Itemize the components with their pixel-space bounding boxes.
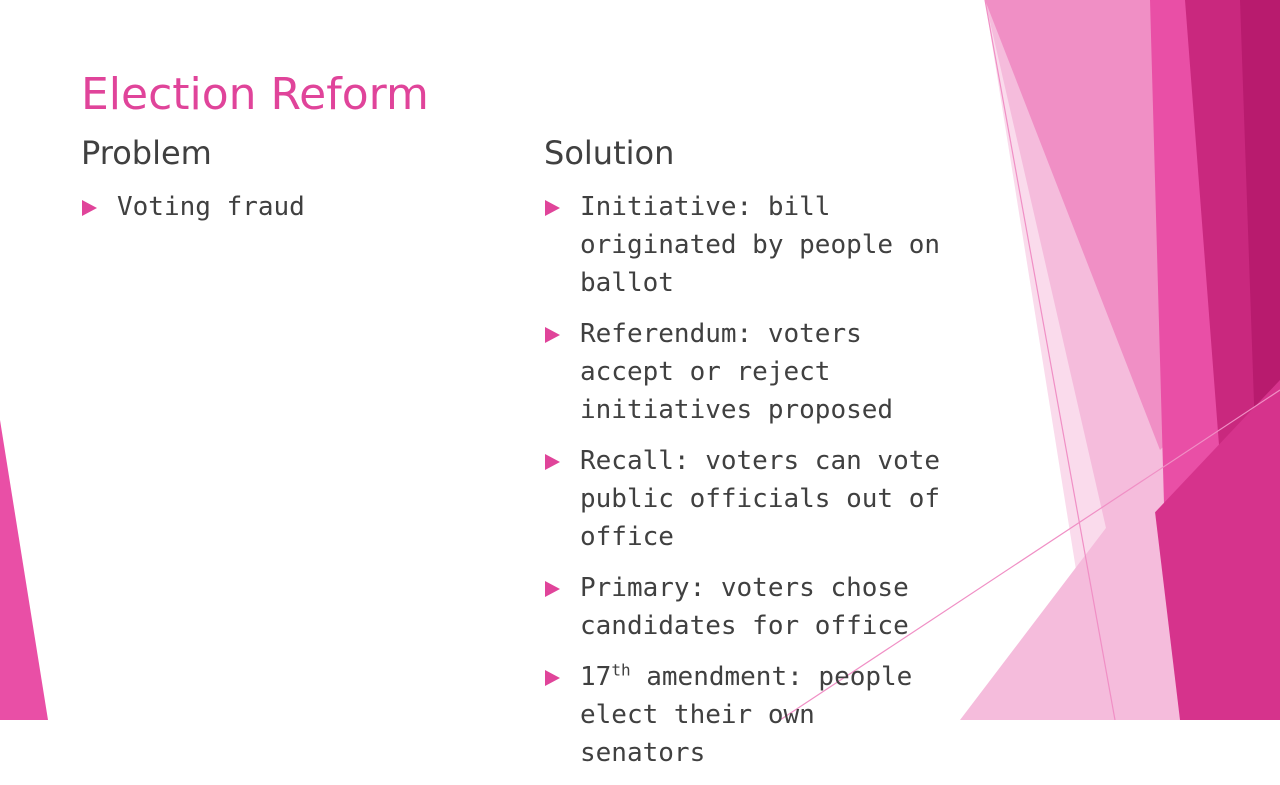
list-item	[544, 442, 944, 556]
solution-bullet-list	[544, 188, 944, 785]
bullet-text: Primary: voters chose candidates for office	[580, 573, 909, 641]
bullet-arrow-icon	[545, 327, 560, 343]
left-decor-shape	[0, 420, 48, 720]
list-item	[544, 569, 944, 645]
bullet-text: Referendum: voters accept or reject initiatives proposed	[580, 319, 894, 425]
list-item	[544, 315, 944, 429]
problem-bullet-list	[81, 188, 481, 239]
bullet-arrow-icon	[545, 670, 560, 686]
bullet-text: Recall: voters can vote public officials out of office	[580, 446, 941, 552]
amendment-number: 17	[580, 662, 612, 692]
solution-heading: Solution	[544, 134, 675, 172]
amendment-ordinal-suffix: th	[611, 660, 631, 680]
bullet-text: Voting fraud	[117, 192, 305, 222]
list-item	[81, 188, 481, 226]
list-item	[544, 188, 944, 302]
bullet-text: Initiative: bill originated by people on ballot	[580, 192, 941, 298]
bullet-arrow-icon	[82, 200, 97, 216]
list-item	[544, 658, 944, 772]
slide-title: Election Reform	[81, 69, 429, 120]
problem-heading: Problem	[81, 134, 212, 172]
bullet-arrow-icon	[545, 581, 560, 597]
amendment-text: amendment: people elect their own senators	[580, 662, 913, 768]
bullet-arrow-icon	[545, 200, 560, 216]
bullet-arrow-icon	[545, 454, 560, 470]
